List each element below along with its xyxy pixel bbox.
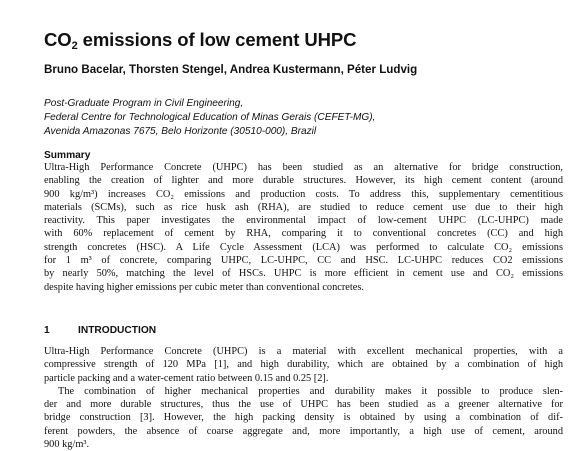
section-heading-introduction xyxy=(44,325,156,336)
introduction-body xyxy=(44,345,563,451)
summary-line: materials (SCMs), such as rice husk ash (RHA), are studied to reduce cement use due to their high xyxy=(44,201,563,213)
summary-line: for 1 m³ of concrete, comparing UHPC, LC-UHPC, CC and HSC. LC-UHPC reduces CO2 emissions xyxy=(44,255,563,267)
intro-line: bridge construction [3]. However, the high packing density is obtained by using a combination of dif- xyxy=(44,412,563,424)
summary-line: 900 kg/m³) increases CO₂ emissions and production costs. To address this, supplementary cementitious xyxy=(44,188,563,200)
summary-paragraph xyxy=(44,161,563,294)
intro-line: particle packing and a water-cement ratio between 0.15 and 0.25 [2]. xyxy=(44,372,329,384)
summary-line: reactivity. This paper investigates the environmental impact of low-cement UHPC (LC-UHPC) made xyxy=(44,215,563,227)
title-suffix: emissions of low cement UHPC xyxy=(77,29,357,50)
section-number: 1 xyxy=(44,325,50,336)
summary-line: strength concretes (HSC). A Life Cycle Assessment (LCA) was performed to calculate CO₂ emissions xyxy=(44,241,563,253)
title-subscript: 2 xyxy=(71,40,78,52)
summary-line: with 60% replacement of cement by RHA, comparing it to conventional concretes (CC) and high xyxy=(44,228,563,240)
summary-heading: Summary xyxy=(44,150,91,161)
title-prefix: CO xyxy=(44,29,72,50)
intro-line: 900 kg/m³. xyxy=(44,439,90,451)
summary-line: Ultra-High Performance Concrete (UHPC) has been studied as an alternative for bridge construction, xyxy=(44,162,563,173)
summary-line: by nearly 50%, matching the level of HSCs. UHPC is more efficient in cement use and CO₂ emissions xyxy=(44,268,563,280)
paper-title xyxy=(44,29,356,51)
intro-line: ferent powders, the absence of coarse aggregate and, more importantly, a high use of cement, around xyxy=(44,425,563,437)
intro-line: compressive strength of 120 MPa [1], and high durability, which are obtained by a combination of high xyxy=(44,359,563,371)
affiliation-block xyxy=(44,97,375,139)
summary-line: enabling the creation of lighter and more durable structures. However, its high cement content (around xyxy=(44,175,563,187)
intro-line: der and more durable structures, thus the use of UHPC has been studied as a greener alternative for xyxy=(44,399,563,411)
section-title: INTRODUCTION xyxy=(78,325,157,336)
affiliation-line: Federal Centre for Technological Education of Minas Gerais (CEFET-MG), xyxy=(44,112,376,123)
affiliation-line: Post-Graduate Program in Civil Engineering, xyxy=(44,98,244,109)
intro-line: The combination of higher mechanical properties and durability makes it possible to produce slen- xyxy=(58,385,563,397)
intro-line: Ultra-High Performance Concrete (UHPC) is a material with excellent mechanical properties, with a xyxy=(44,346,563,357)
affiliation-line: Avenida Amazonas 7675, Belo Horizonte (30510-000), Brazil xyxy=(44,126,317,137)
author-list: Bruno Bacelar, Thorsten Stengel, Andrea Kustermann, Péter Ludvig xyxy=(44,63,418,76)
summary-line: despite having higher emissions per cubic meter than conventional concretes. xyxy=(44,281,364,293)
